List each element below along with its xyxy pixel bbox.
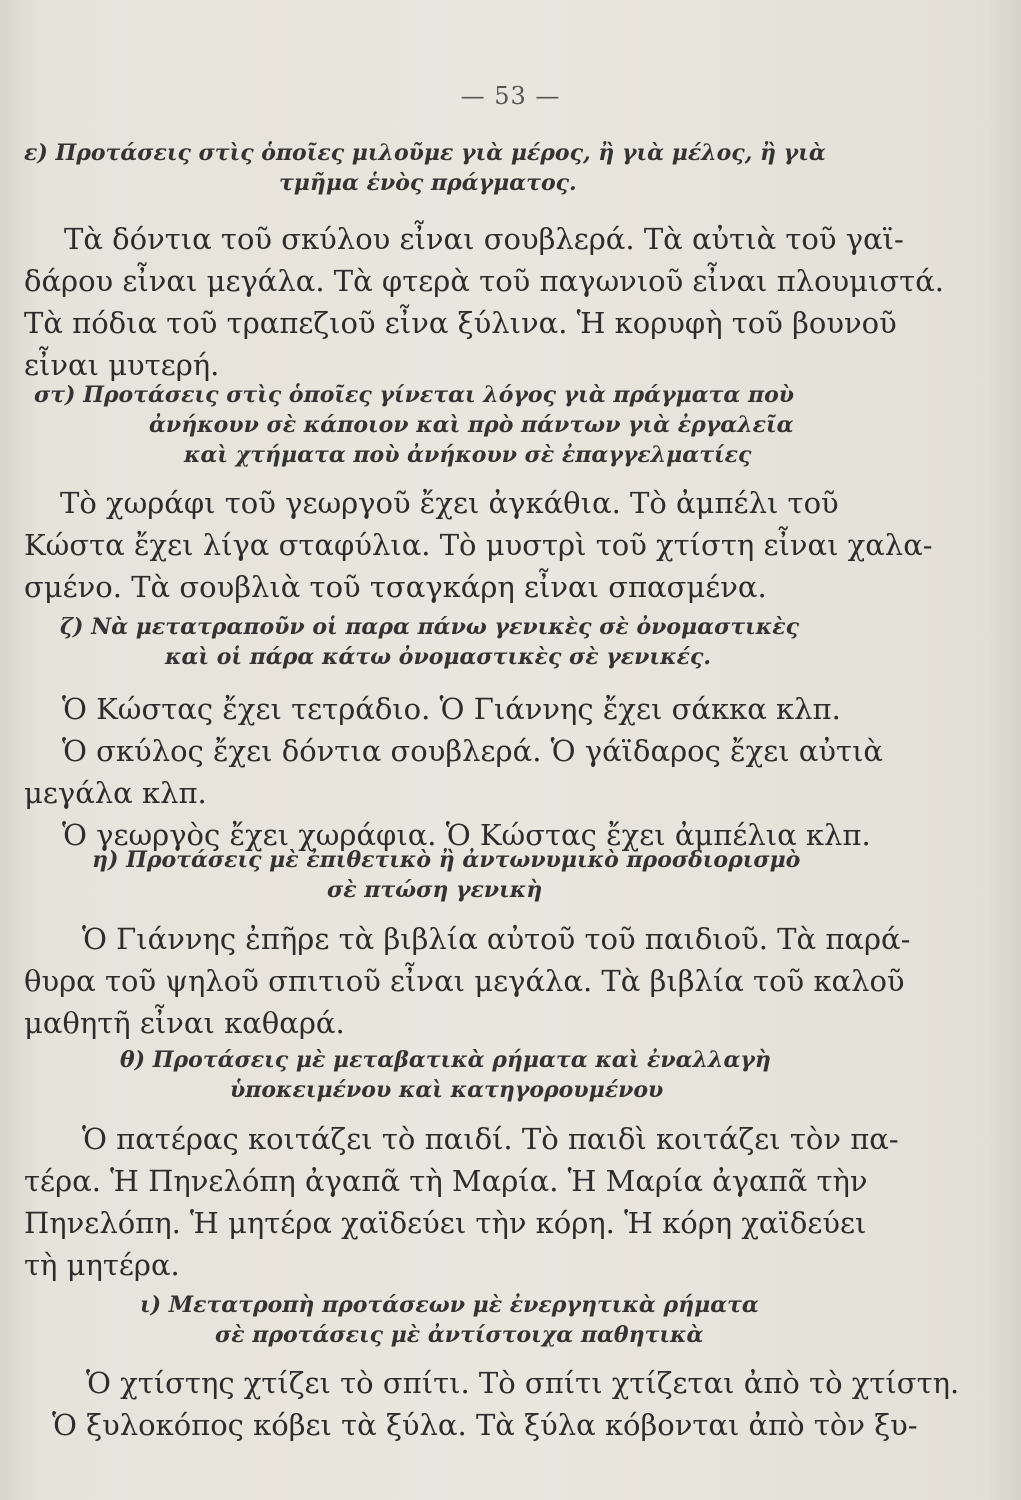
- heading-line: η) Προτάσεις μὲ ἐπιθετικὸ ἢ ἀντωνυμικὸ προσδιορισμὸ: [92, 847, 801, 873]
- heading-line: σὲ προτάσεις μὲ ἀντίστοιχα παθητικὰ: [215, 1322, 704, 1348]
- text-line: Ὁ ξυλοκόπος κόβει τὰ ξύλα. Τὰ ξύλα κόβονται ἀπὸ τὸν ξυ-: [52, 1408, 918, 1442]
- section-iota-text: [24, 1362, 959, 1446]
- section-th-heading: [120, 1045, 771, 1105]
- text-line: σμένο. Τὰ σουβλιὰ τοῦ τσαγκάρη εἶναι σπασμένα.: [24, 570, 767, 604]
- section-st-text: [24, 482, 933, 608]
- text-line: Κώστα ἔχει λίγα σταφύλια. Τὸ μυστρὶ τοῦ χτίστη εἶναι χαλα-: [24, 528, 933, 562]
- section-e-text: [24, 218, 944, 386]
- text-line: Ὁ γεωργὸς ἔχει χωράφια. Ὁ Κώστας ἔχει ἀμπέλια κλπ.: [62, 818, 871, 852]
- text-line: τὴ μητέρα.: [24, 1248, 180, 1282]
- heading-line: τμῆμα ἑνὸς πράγματος.: [279, 170, 577, 196]
- text-line: Τὰ πόδια τοῦ τραπεζιοῦ εἶνα ξύλινα. Ἡ κορυφὴ τοῦ βουνοῦ: [24, 306, 897, 340]
- section-i-text: [24, 918, 910, 1044]
- heading-line: θ) Προτάσεις μὲ μεταβατικὰ ρήματα καὶ ἐναλλαγὴ: [120, 1047, 771, 1073]
- text-line: Ὁ Γιάννης ἐπῆρε τὰ βιβλία αὐτοῦ τοῦ παιδιοῦ. Τὰ παρά-: [82, 922, 911, 956]
- text-line: Ὁ σκύλος ἔχει δόντια σουβλερά. Ὁ γάϊδαρος ἔχει αὐτιὰ: [62, 734, 884, 768]
- heading-line: ι) Μετατροπὴ προτάσεων μὲ ἐνεργητικὰ ρήματα: [140, 1292, 759, 1318]
- text-line: Ὁ Κώστας ἔχει τετράδιο. Ὁ Γιάννης ἔχει σάκκα κλπ.: [62, 692, 841, 726]
- text-line: μεγάλα κλπ.: [24, 776, 207, 810]
- text-line: τέρα. Ἡ Πηνελόπη ἀγαπᾶ τὴ Μαρία. Ἡ Μαρία ἀγαπᾶ τὴν: [24, 1164, 868, 1198]
- page-number: — 53 —: [460, 82, 561, 110]
- text-line: Ὁ χτίστης χτίζει τὸ σπίτι. Τὸ σπίτι χτίζεται ἀπὸ τὸ χτίστη.: [86, 1366, 960, 1400]
- section-st-heading: [34, 380, 794, 470]
- section-e-heading: [24, 138, 826, 198]
- section-iota-heading: [140, 1290, 759, 1350]
- heading-line: σὲ πτώση γενικὴ: [327, 877, 543, 903]
- text-line: μαθητῆ εἶναι καθαρά.: [24, 1006, 345, 1040]
- heading-line: καὶ οἱ πάρα κάτω ὀνομαστικὲς σὲ γενικές.: [165, 644, 711, 670]
- text-line: Τὰ δόντια τοῦ σκύλου εἶναι σουβλερά. Τὰ αὐτιὰ τοῦ γαϊ-: [64, 222, 904, 256]
- heading-line: καὶ χτήματα ποὺ ἀνήκουν σὲ ἐπαγγελματίες: [184, 442, 752, 468]
- section-z-heading: [60, 612, 799, 672]
- heading-line: ὑποκειμένου καὶ κατηγορουμένου: [230, 1077, 664, 1103]
- heading-line: ε) Προτάσεις στὶς ὁποῖες μιλοῦμε γιὰ μέρος, ἢ γιὰ μέλος, ἢ γιὰ: [24, 140, 826, 166]
- text-line: Ὁ πατέρας κοιτάζει τὸ παιδί. Τὸ παιδὶ κοιτάζει τὸν πα-: [82, 1122, 899, 1156]
- section-i-heading: [92, 845, 800, 905]
- section-z-text: [24, 688, 883, 856]
- text-line: δάρου εἶναι μεγάλα. Τὰ φτερὰ τοῦ παγωνιοῦ εἶναι πλουμιστά.: [24, 264, 945, 298]
- text-line: θυρα τοῦ ψηλοῦ σπιτιοῦ εἶναι μεγάλα. Τὰ βιβλία τοῦ καλοῦ: [24, 964, 905, 998]
- text-line: εἶναι μυτερή.: [24, 348, 220, 382]
- text-line: Τὸ χωράφι τοῦ γεωργοῦ ἔχει ἀγκάθια. Τὸ ἀμπέλι τοῦ: [60, 486, 839, 520]
- text-line: Πηνελόπη. Ἡ μητέρα χαϊδεύει τὴν κόρη. Ἡ κόρη χαϊδεύει: [24, 1206, 867, 1240]
- section-th-text: [24, 1118, 899, 1286]
- heading-line: ζ) Νὰ μετατραποῦν οἱ παρα πάνω γενικὲς σὲ ὀνομαστικὲς: [60, 614, 800, 640]
- heading-line: ἀνήκουν σὲ κάποιον καὶ πρὸ πάντων γιὰ ἐργαλεῖα: [149, 412, 794, 438]
- heading-line: στ) Προτάσεις στὶς ὁποῖες γίνεται λόγος γιὰ πράγματα ποὺ: [34, 382, 795, 408]
